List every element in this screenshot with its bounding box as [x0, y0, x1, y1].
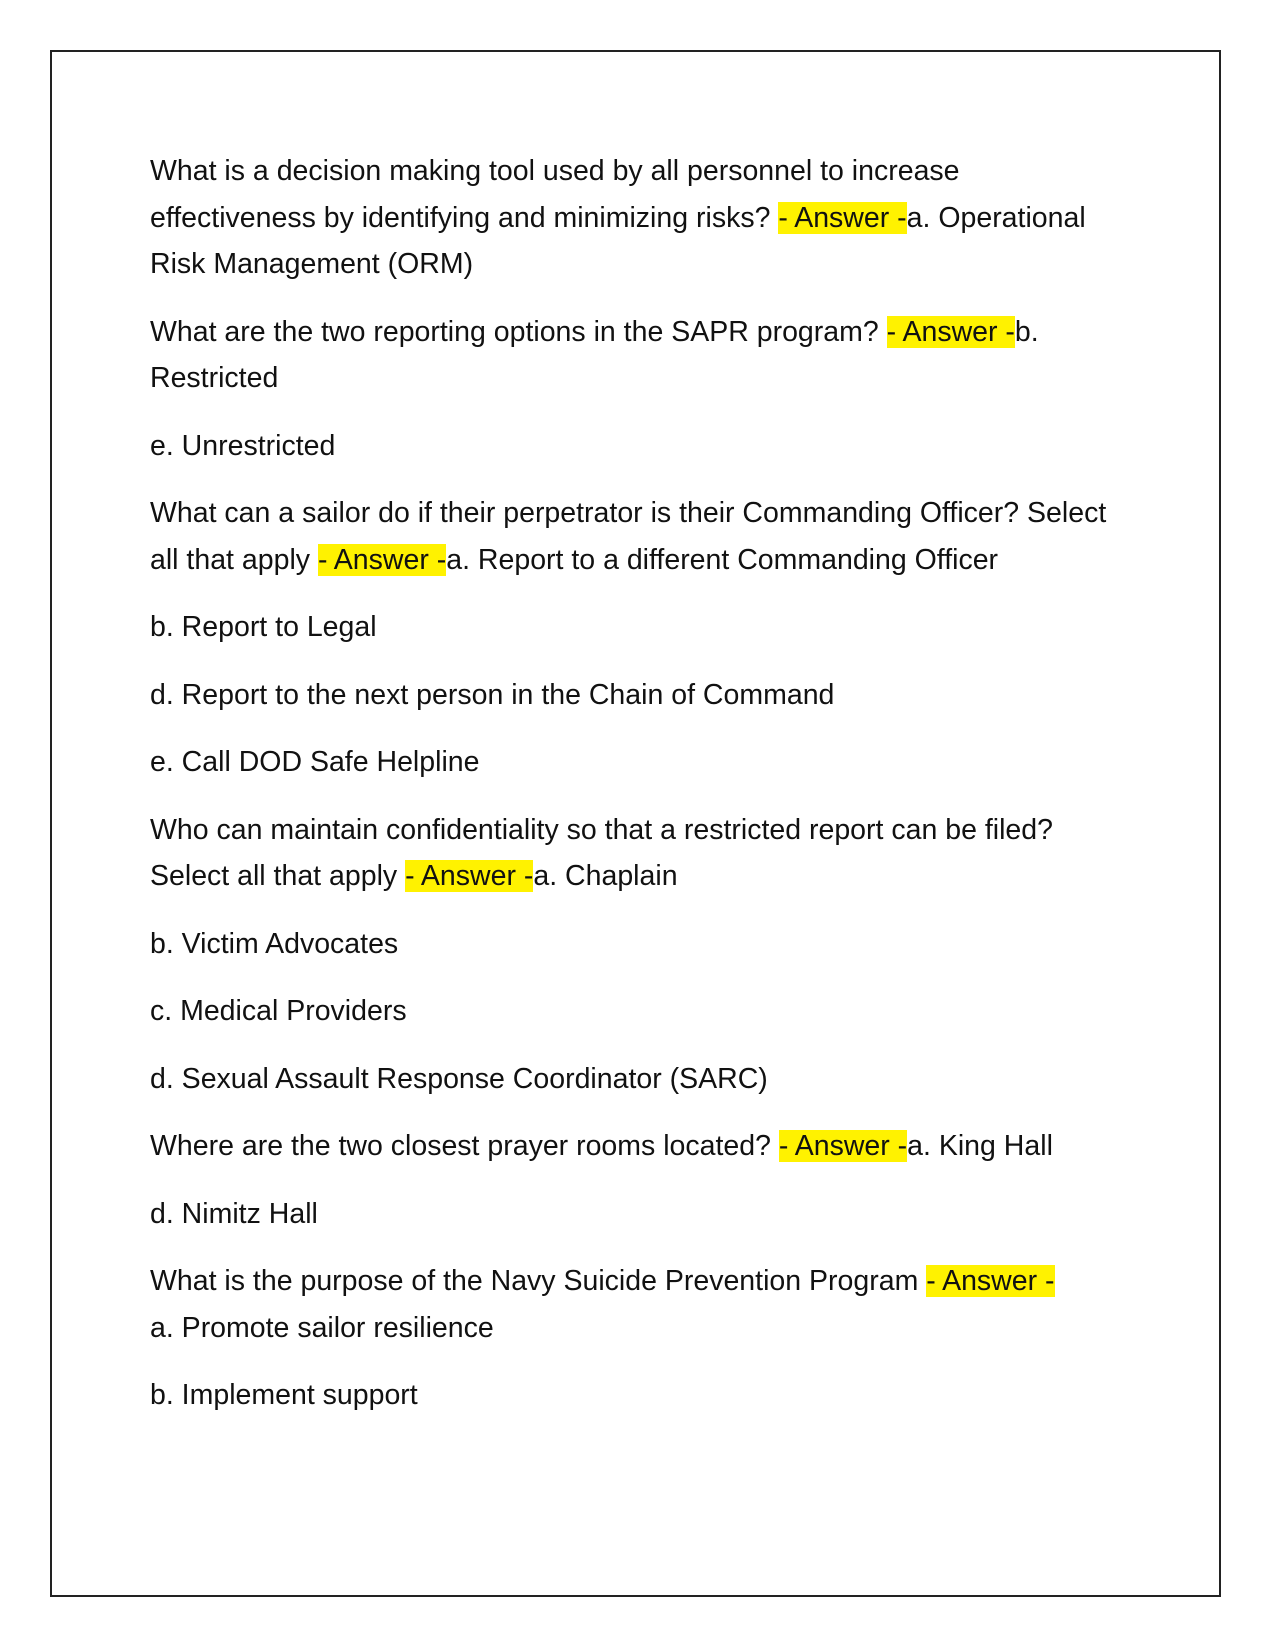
- question-text: What can a sailor do if their perpetrator is their Commanding Officer? Select all that apply: [150, 497, 1107, 576]
- answer-text: b. Restricted: [150, 315, 1039, 394]
- answer-marker: - Answer -: [405, 860, 534, 892]
- document-body: [150, 148, 1125, 1440]
- answer-line: d. Report to the next person in the Chain of Command: [150, 678, 835, 711]
- qa-item-orm: [150, 148, 1125, 288]
- answer-marker: - Answer -: [886, 315, 1015, 348]
- answer-line: e. Unrestricted: [150, 429, 336, 462]
- qa-item-prayer-rooms: [150, 1123, 1125, 1170]
- question-text: What is the purpose of the Navy Suicide Prevention Program: [150, 1265, 927, 1297]
- answer-text: a. Promote sailor resilience: [150, 1311, 494, 1344]
- question-text: Where are the two closest prayer rooms located?: [150, 1130, 779, 1162]
- answer-text: a. Report to a different Commanding Officer: [446, 543, 999, 576]
- qa-item-confidentiality: [150, 807, 1125, 900]
- answer-text: a. King Hall: [907, 1130, 1053, 1162]
- question-text: Who can maintain confidentiality so that a restricted report can be filed? Select all that apply: [150, 813, 1053, 892]
- answer-text: a. Chaplain: [533, 860, 678, 892]
- answer-line: c. Medical Providers: [150, 995, 407, 1027]
- answer-line: b. Victim Advocates: [150, 927, 399, 960]
- qa-item-commanding-officer: [150, 490, 1125, 583]
- answer-line: d. Nimitz Hall: [150, 1197, 318, 1230]
- question-text: What are the two reporting options in the SAPR program?: [150, 315, 887, 348]
- answer-marker: - Answer -: [778, 1130, 908, 1162]
- answer-line: e. Call DOD Safe Helpline: [150, 746, 480, 778]
- answer-marker: - Answer -: [317, 543, 447, 576]
- answer-text: a. Operational Risk Management (ORM): [150, 201, 1086, 280]
- answer-marker: - Answer -: [778, 201, 907, 234]
- answer-line: d. Sexual Assault Response Coordinator (SARC): [150, 1062, 768, 1095]
- question-text: What is a decision making tool used by all personnel to increase effectiveness by identifying and minimizing risks?: [150, 155, 960, 234]
- answer-line: b. Implement support: [150, 1379, 418, 1411]
- answer-line: b. Report to Legal: [150, 611, 377, 643]
- qa-item-sapr-options: [150, 309, 1125, 402]
- answer-marker: - Answer -: [926, 1265, 1055, 1297]
- qa-item-suicide-prevention: [150, 1258, 1125, 1351]
